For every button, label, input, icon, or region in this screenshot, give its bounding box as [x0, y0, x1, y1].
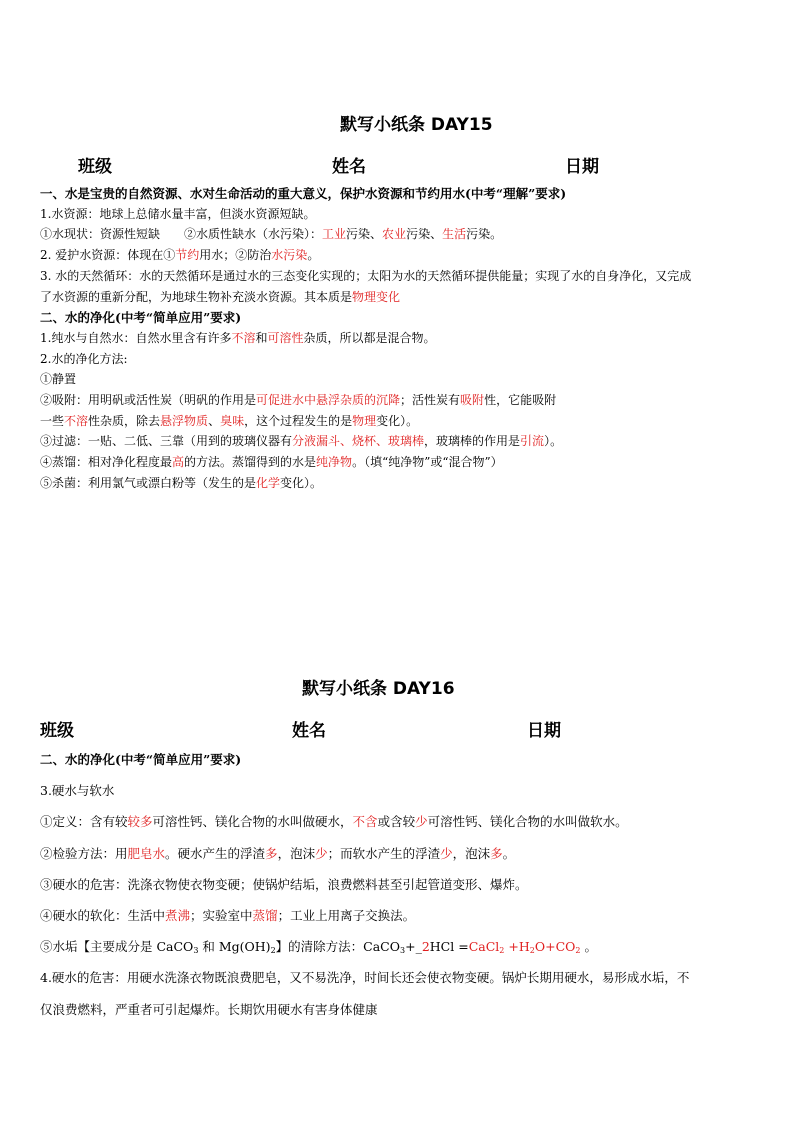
text-segment: 可溶性钙、镁化合物的水叫做硬水， — [152, 814, 353, 830]
text-segment: 变化）。 — [376, 413, 419, 428]
answer-text: 悬浮物质 — [160, 413, 209, 428]
text-segment: HCl = — [429, 939, 469, 955]
answer-text: CaCl — [468, 939, 500, 955]
answer-text: 臭味 — [220, 413, 245, 428]
text-line — [40, 906, 415, 924]
text-segment: ，玻璃棒的作用是 — [424, 434, 521, 449]
text-line — [40, 453, 503, 470]
text-line — [40, 288, 400, 305]
text-segment: ①定义：含有较 — [40, 814, 128, 830]
text-segment: 3 — [400, 946, 406, 956]
text-segment: ；而软水产生的浮渣 — [327, 845, 441, 861]
text-segment: 。（填“纯净物”或“混合物”） — [352, 455, 503, 470]
sheet2-class-label: 班级 — [40, 721, 74, 741]
text-segment: ，这个过程发生的是 — [244, 413, 353, 428]
text-segment: 或含较 — [377, 814, 416, 830]
answer-text: 分液漏斗、烧杯、玻璃棒 — [292, 434, 425, 449]
text-segment: 3. 水的天然循环：水的天然循环是通过水的三态变化实现的；太阳为水的天然循环提供能量；实现了水的自身净化，又完成 — [40, 268, 692, 283]
sheet1-date-label: 日期 — [565, 157, 599, 177]
answer-text: O+CO — [534, 939, 576, 955]
text-segment: ⑤水垢【主要成分是 CaCO — [40, 939, 194, 955]
text-line — [40, 225, 502, 242]
answer-text: 可促进水中悬浮杂质的沉降 — [256, 393, 401, 407]
text-line — [40, 412, 418, 429]
sheet2-date-label: 日期 — [527, 721, 561, 741]
text-line — [40, 246, 319, 263]
text-segment: ；活性炭有 — [400, 393, 461, 407]
text-line — [40, 474, 322, 491]
text-segment: 可溶性钙、镁化合物的水叫做软水。 — [427, 814, 628, 830]
answer-text: 农业 — [382, 227, 407, 242]
text-segment: ③硬水的危害：洗涤衣物使衣物变硬；使锅炉结垢，浪费燃料甚至引起管道变形、爆炸。 — [40, 876, 528, 892]
text-line — [40, 937, 597, 955]
text-segment: 1.纯水与自然水：自然水里含有许多 — [40, 330, 232, 345]
text-segment: 性杂质，除去 — [88, 413, 161, 428]
text-segment: ，泡沫 — [452, 845, 491, 861]
sheet1-class-label: 班级 — [78, 157, 112, 177]
text-segment: 一些 — [40, 413, 65, 428]
text-segment: 。 — [307, 248, 320, 263]
text-segment: 二、水的净化(中考“简单应用”要求) — [40, 752, 242, 767]
text-segment: +_ — [405, 939, 422, 955]
text-line — [40, 968, 689, 986]
text-segment: 】的清除方法：CaCO — [275, 939, 400, 955]
text-line — [40, 350, 128, 367]
text-segment: ；实验室中 — [190, 908, 253, 923]
text-segment: 、 — [208, 413, 221, 428]
text-line — [40, 432, 562, 449]
answer-text: 物理变化 — [352, 289, 401, 304]
sheet2-name-label: 姓名 — [292, 721, 326, 741]
answer-text: 不溶 — [64, 413, 89, 428]
text-segment: ）。 — [544, 434, 563, 449]
text-segment: 和 — [255, 330, 268, 345]
text-line — [40, 1000, 378, 1018]
text-segment: 杂质，所以都是混合物。 — [303, 330, 436, 345]
text-line — [40, 267, 691, 284]
text-line — [40, 781, 114, 799]
text-segment: ；工业上用离子交换法。 — [277, 908, 416, 923]
text-segment: ①静置 — [40, 372, 77, 387]
text-segment: 2. 爱护水资源：体现在① — [40, 248, 176, 263]
text-segment: 2.水的净化方法: — [40, 351, 128, 366]
text-segment: 了水资源的重新分配，为地球生物补充淡水资源。其本质是 — [40, 289, 353, 304]
text-segment: 仅浪费燃料，严重者可引起爆炸。长期饮用硬水有害身体健康 — [40, 1001, 378, 1017]
text-segment: 。 — [580, 939, 597, 955]
text-segment: ，泡沫 — [277, 845, 316, 861]
text-segment: 性，它能吸附 — [484, 393, 557, 407]
answer-text: 蒸馏 — [252, 908, 278, 923]
answer-text: 引流 — [520, 434, 545, 449]
section-heading — [40, 184, 566, 202]
sheet2-title: 默写小纸条 DAY16 — [302, 679, 455, 699]
answer-text: 少 — [315, 845, 328, 861]
text-segment: 的方法。蒸馏得到的水是 — [184, 455, 317, 470]
sheet1-name-label: 姓名 — [332, 157, 366, 177]
answer-text: 少 — [440, 845, 453, 861]
text-segment: 污染、 — [406, 227, 443, 242]
answer-text: 工业 — [322, 227, 347, 242]
text-segment: 和 Mg(OH) — [198, 939, 271, 955]
answer-text: +H — [504, 939, 530, 955]
text-segment: 4.硬水的危害：用硬水洗涤衣物既浪费肥皂，又不易洗净，时间长还会使衣物变硬。锅炉长期用硬水，易形成水垢，不 — [40, 970, 690, 986]
answer-text: 煮沸 — [165, 908, 191, 923]
answer-text: 2 — [499, 946, 505, 956]
answer-text: 少 — [415, 814, 428, 830]
answer-text: 不溶 — [231, 330, 256, 345]
text-line — [40, 391, 556, 408]
text-segment: 。硬水产生的浮渣 — [165, 845, 266, 861]
text-line — [40, 812, 628, 830]
text-segment: 一、水是宝贵的自然资源、水对生命活动的重大意义，保护水资源和节约用水(中考“理解”要求) — [40, 186, 567, 201]
answer-text: 可溶性 — [267, 330, 304, 345]
answer-text: 较多 — [127, 814, 153, 830]
answer-text: 吸附 — [460, 393, 485, 407]
answer-text: 多 — [490, 845, 503, 861]
section-heading — [40, 750, 241, 768]
answer-text: 多 — [265, 845, 278, 861]
text-segment: 3.硬水与软水 — [40, 783, 115, 799]
text-segment: ②检验方法：用 — [40, 845, 128, 861]
answer-text: 水污染 — [271, 248, 308, 263]
text-segment: ④硬水的软化：生活中 — [40, 908, 166, 923]
text-segment: 。 — [502, 845, 516, 861]
text-line — [40, 205, 315, 222]
text-segment: 3 — [193, 946, 199, 956]
answer-text: 2 — [575, 946, 581, 956]
text-segment: ⑤杀菌：利用氯气或漂白粉等（发生的是 — [40, 475, 257, 490]
answer-text: 2 — [421, 939, 430, 955]
sheet1-title: 默写小纸条 DAY15 — [340, 115, 493, 135]
text-segment: 1.水资源：地球上总储水量丰富，但淡水资源短缺。 — [40, 206, 316, 221]
text-segment: ②吸附：用明矾或活性炭（明矾的作用是 — [40, 393, 257, 407]
answer-text: 2 — [529, 946, 535, 956]
answer-text: 节约 — [175, 248, 200, 263]
answer-text: 物理 — [352, 413, 377, 428]
text-line — [40, 329, 436, 346]
text-line — [40, 844, 515, 862]
text-segment: 二、水的净化(中考“简单应用”要求) — [40, 310, 242, 326]
text-segment: 2 — [270, 946, 276, 956]
text-segment: 变化）。 — [280, 475, 323, 490]
text-segment: 污染、 — [346, 227, 383, 242]
answer-text: 肥皂水 — [127, 845, 166, 861]
answer-text: 高 — [172, 455, 185, 470]
text-segment: ④蒸馏：相对净化程度最 — [40, 455, 173, 470]
text-segment: 污染。 — [466, 227, 503, 242]
answer-text: 生活 — [442, 227, 467, 242]
answer-text: 纯净物 — [316, 455, 353, 470]
answer-text: 不含 — [352, 814, 378, 830]
text-line — [40, 370, 76, 387]
text-segment: ③过滤：一贴、二低、三靠（用到的玻璃仪器有 — [40, 434, 293, 449]
text-line — [40, 875, 528, 893]
answer-text: 化学 — [256, 475, 281, 490]
section-heading — [40, 308, 241, 326]
text-segment: ①水现状：资源性短缺 ②水质性缺水（水污染）： — [40, 227, 323, 242]
text-segment: 用水；②防治 — [199, 248, 272, 263]
